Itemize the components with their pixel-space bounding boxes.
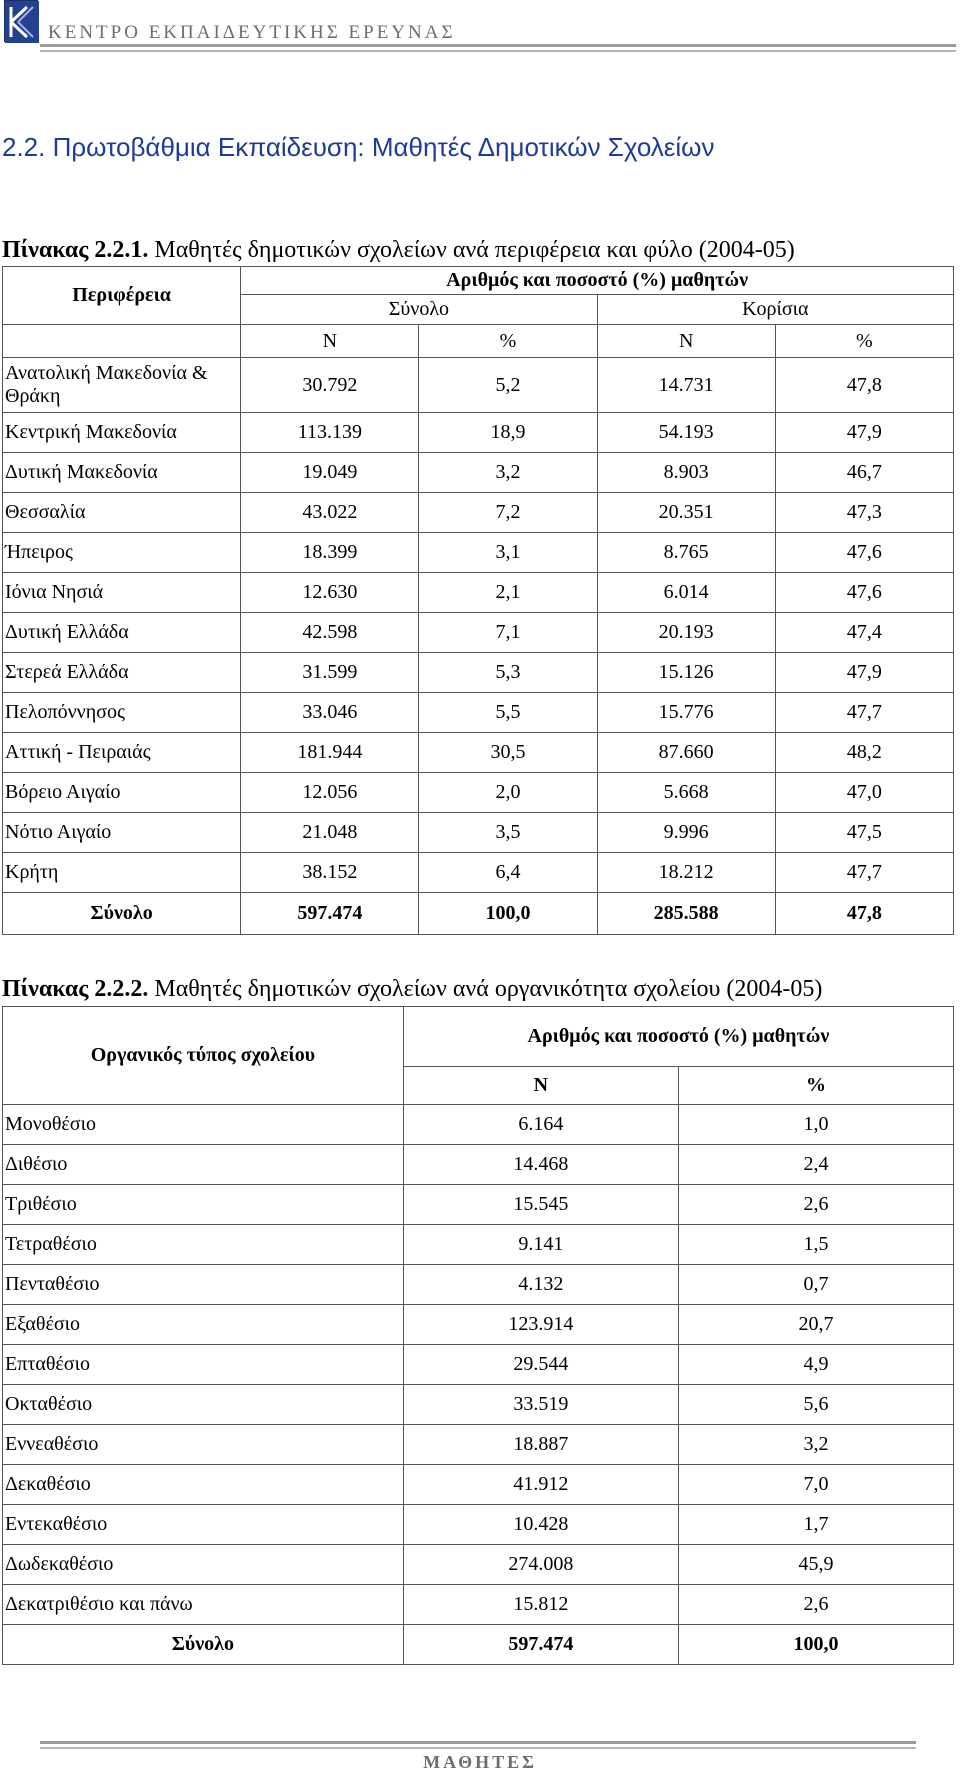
girls-n-cell: 20.193	[597, 613, 775, 653]
school-type-cell: Επταθέσιο	[3, 1345, 404, 1385]
region-cell: Ιόνια Νησιά	[3, 573, 241, 613]
girls-pct-cell: 47,3	[775, 493, 953, 533]
n-cell: 15.545	[403, 1185, 678, 1225]
total-girls-pct: 47,8	[775, 893, 953, 935]
pct-cell: 5,5	[419, 693, 597, 733]
table-row	[3, 1585, 954, 1625]
header-pct: %	[678, 1067, 953, 1105]
table-row	[3, 1305, 954, 1345]
n-cell: 181.944	[241, 733, 419, 773]
n-cell: 12.056	[241, 773, 419, 813]
table1-caption-number: Πίνακας 2.2.1.	[2, 237, 149, 263]
n-cell: 18.399	[241, 533, 419, 573]
n-cell: 42.598	[241, 613, 419, 653]
total-label: Σύνολο	[3, 1625, 404, 1665]
girls-pct-cell: 47,9	[775, 653, 953, 693]
girls-n-cell: 20.351	[597, 493, 775, 533]
table-row	[3, 1345, 954, 1385]
n-cell: 30.792	[241, 358, 419, 413]
pct-cell: 3,1	[419, 533, 597, 573]
header-school-type: Οργανικός τύπος σχολείου	[3, 1007, 404, 1105]
pct-cell: 2,1	[419, 573, 597, 613]
table1-caption-text: Μαθητές δημοτικών σχολείων ανά περιφέρεια και φύλο (2004-05)	[148, 237, 795, 263]
table2-caption	[2, 975, 822, 1003]
organization-logo	[4, 0, 38, 42]
header-divider	[40, 44, 956, 47]
pct-cell: 7,0	[678, 1465, 953, 1505]
table-row	[3, 773, 954, 813]
school-type-cell: Δεκαθέσιο	[3, 1465, 404, 1505]
n-cell: 43.022	[241, 493, 419, 533]
table-row	[3, 1265, 954, 1305]
n-cell: 14.468	[403, 1145, 678, 1185]
girls-pct-cell: 47,4	[775, 613, 953, 653]
girls-n-cell: 9.996	[597, 813, 775, 853]
girls-pct-cell: 47,9	[775, 413, 953, 453]
table-row	[3, 1465, 954, 1505]
table-row	[3, 733, 954, 773]
total-label: Σύνολο	[3, 893, 241, 935]
table-row	[3, 533, 954, 573]
girls-pct-cell: 47,6	[775, 573, 953, 613]
pct-cell: 3,5	[419, 813, 597, 853]
n-cell: 19.049	[241, 453, 419, 493]
pct-cell: 18,9	[419, 413, 597, 453]
pct-cell: 3,2	[419, 453, 597, 493]
school-type-cell: Πενταθέσιο	[3, 1265, 404, 1305]
header-divider-secondary	[40, 50, 956, 52]
table-row	[3, 853, 954, 893]
header-student-count-group: Αριθμός και ποσοστό (%) μαθητών	[241, 267, 954, 295]
pct-cell: 7,1	[419, 613, 597, 653]
pct-cell: 2,0	[419, 773, 597, 813]
header-n-girls: Ν	[597, 325, 775, 358]
header-n: Ν	[403, 1067, 678, 1105]
table-row	[3, 358, 954, 413]
school-type-cell: Εννεαθέσιο	[3, 1425, 404, 1465]
header-title: ΚΕΝΤΡΟ ΕΚΠΑΙΔΕΥΤΙΚΗΣ ΕΡΕΥΝΑΣ	[48, 22, 456, 43]
girls-n-cell: 14.731	[597, 358, 775, 413]
header-pct-total: %	[419, 325, 597, 358]
school-type-table	[2, 1006, 954, 1665]
girls-pct-cell: 47,8	[775, 358, 953, 413]
n-cell: 123.914	[403, 1305, 678, 1345]
pct-cell: 1,7	[678, 1505, 953, 1545]
girls-pct-cell: 48,2	[775, 733, 953, 773]
table-row	[3, 613, 954, 653]
pct-cell: 0,7	[678, 1265, 953, 1305]
pct-cell: 2,6	[678, 1185, 953, 1225]
table2-caption-number: Πίνακας 2.2.2.	[2, 976, 149, 1002]
region-cell: Βόρειο Αιγαίο	[3, 773, 241, 813]
girls-n-cell: 5.668	[597, 773, 775, 813]
pct-cell: 7,2	[419, 493, 597, 533]
table-row	[3, 1385, 954, 1425]
girls-n-cell: 15.776	[597, 693, 775, 733]
pct-cell: 1,5	[678, 1225, 953, 1265]
total-pct: 100,0	[419, 893, 597, 935]
girls-pct-cell: 47,6	[775, 533, 953, 573]
school-type-cell: Οκταθέσιο	[3, 1385, 404, 1425]
table1-caption	[2, 236, 795, 264]
school-type-cell: Δωδεκαθέσιο	[3, 1545, 404, 1585]
school-type-cell: Δεκατριθέσιο και πάνω	[3, 1585, 404, 1625]
region-cell: Κεντρική Μακεδονία	[3, 413, 241, 453]
table-row	[3, 813, 954, 853]
girls-pct-cell: 46,7	[775, 453, 953, 493]
n-cell: 31.599	[241, 653, 419, 693]
pct-cell: 5,6	[678, 1385, 953, 1425]
region-gender-table	[2, 266, 954, 935]
n-cell: 41.912	[403, 1465, 678, 1505]
pct-cell: 6,4	[419, 853, 597, 893]
pct-cell: 2,6	[678, 1585, 953, 1625]
girls-pct-cell: 47,7	[775, 853, 953, 893]
pct-cell: 30,5	[419, 733, 597, 773]
table-row	[3, 1185, 954, 1225]
girls-n-cell: 8.765	[597, 533, 775, 573]
table2-total-row	[3, 1625, 954, 1665]
n-cell: 29.544	[403, 1345, 678, 1385]
n-cell: 274.008	[403, 1545, 678, 1585]
n-cell: 18.887	[403, 1425, 678, 1465]
region-cell: Ήπειρος	[3, 533, 241, 573]
school-type-cell: Μονοθέσιο	[3, 1105, 404, 1145]
region-cell: Δυτική Ελλάδα	[3, 613, 241, 653]
pct-cell: 3,2	[678, 1425, 953, 1465]
girls-n-cell: 6.014	[597, 573, 775, 613]
footer-divider	[40, 1741, 916, 1744]
table-row	[3, 493, 954, 533]
region-cell: Νότιο Αιγαίο	[3, 813, 241, 853]
footer-title: ΜΑΘΗΤΕΣ	[423, 1752, 537, 1772]
n-cell: 15.812	[403, 1585, 678, 1625]
table1-total-row	[3, 893, 954, 935]
girls-n-cell: 87.660	[597, 733, 775, 773]
region-cell: Θεσσαλία	[3, 493, 241, 533]
total-girls-n: 285.588	[597, 893, 775, 935]
table-row	[3, 693, 954, 733]
pct-cell: 20,7	[678, 1305, 953, 1345]
header-region: Περιφέρεια	[3, 267, 241, 325]
section-heading: 2.2. Πρωτοβάθμια Εκπαίδευση: Μαθητές Δημοτικών Σχολείων	[2, 132, 715, 162]
n-cell: 4.132	[403, 1265, 678, 1305]
region-cell: Δυτική Μακεδονία	[3, 453, 241, 493]
school-type-cell: Εξαθέσιο	[3, 1305, 404, 1345]
header-pct-girls: %	[775, 325, 953, 358]
school-type-cell: Διθέσιο	[3, 1145, 404, 1185]
table-row	[3, 453, 954, 493]
pct-cell: 4,9	[678, 1345, 953, 1385]
region-cell: Αττική - Πειραιάς	[3, 733, 241, 773]
region-cell: Στερεά Ελλάδα	[3, 653, 241, 693]
pct-cell: 45,9	[678, 1545, 953, 1585]
region-cell: Πελοπόννησος	[3, 693, 241, 733]
table-row	[3, 1425, 954, 1465]
table-row	[3, 413, 954, 453]
pct-cell: 5,2	[419, 358, 597, 413]
pct-cell: 2,4	[678, 1145, 953, 1185]
girls-pct-cell: 47,7	[775, 693, 953, 733]
n-cell: 38.152	[241, 853, 419, 893]
girls-n-cell: 18.212	[597, 853, 775, 893]
table-row	[3, 573, 954, 613]
n-cell: 21.048	[241, 813, 419, 853]
table-row	[3, 653, 954, 693]
footer-divider-secondary	[40, 1747, 916, 1749]
n-cell: 6.164	[403, 1105, 678, 1145]
header-blank	[3, 325, 241, 358]
pct-cell: 1,0	[678, 1105, 953, 1145]
header-n-total: Ν	[241, 325, 419, 358]
header-total: Σύνολο	[241, 295, 597, 325]
header-girls: Κορίσια	[597, 295, 953, 325]
table-row	[3, 1105, 954, 1145]
table2-caption-text: Μαθητές δημοτικών σχολείων ανά οργανικότητα σχολείου (2004-05)	[148, 976, 823, 1002]
table-row	[3, 1505, 954, 1545]
n-cell: 9.141	[403, 1225, 678, 1265]
table-row	[3, 1225, 954, 1265]
logo-mark-icon	[5, 1, 39, 43]
girls-n-cell: 15.126	[597, 653, 775, 693]
total-pct: 100,0	[678, 1625, 953, 1665]
total-n: 597.474	[403, 1625, 678, 1665]
n-cell: 10.428	[403, 1505, 678, 1545]
school-type-cell: Τετραθέσιο	[3, 1225, 404, 1265]
region-cell: Ανατολική Μακεδονία & Θράκη	[3, 358, 241, 413]
girls-n-cell: 54.193	[597, 413, 775, 453]
n-cell: 113.139	[241, 413, 419, 453]
table-row	[3, 1145, 954, 1185]
girls-n-cell: 8.903	[597, 453, 775, 493]
table-row	[3, 1545, 954, 1585]
school-type-cell: Τριθέσιο	[3, 1185, 404, 1225]
girls-pct-cell: 47,5	[775, 813, 953, 853]
pct-cell: 5,3	[419, 653, 597, 693]
n-cell: 33.046	[241, 693, 419, 733]
n-cell: 12.630	[241, 573, 419, 613]
header-student-count-group: Αριθμός και ποσοστό (%) μαθητών	[403, 1007, 953, 1067]
school-type-cell: Εντεκαθέσιο	[3, 1505, 404, 1545]
girls-pct-cell: 47,0	[775, 773, 953, 813]
region-cell: Κρήτη	[3, 853, 241, 893]
total-n: 597.474	[241, 893, 419, 935]
n-cell: 33.519	[403, 1385, 678, 1425]
